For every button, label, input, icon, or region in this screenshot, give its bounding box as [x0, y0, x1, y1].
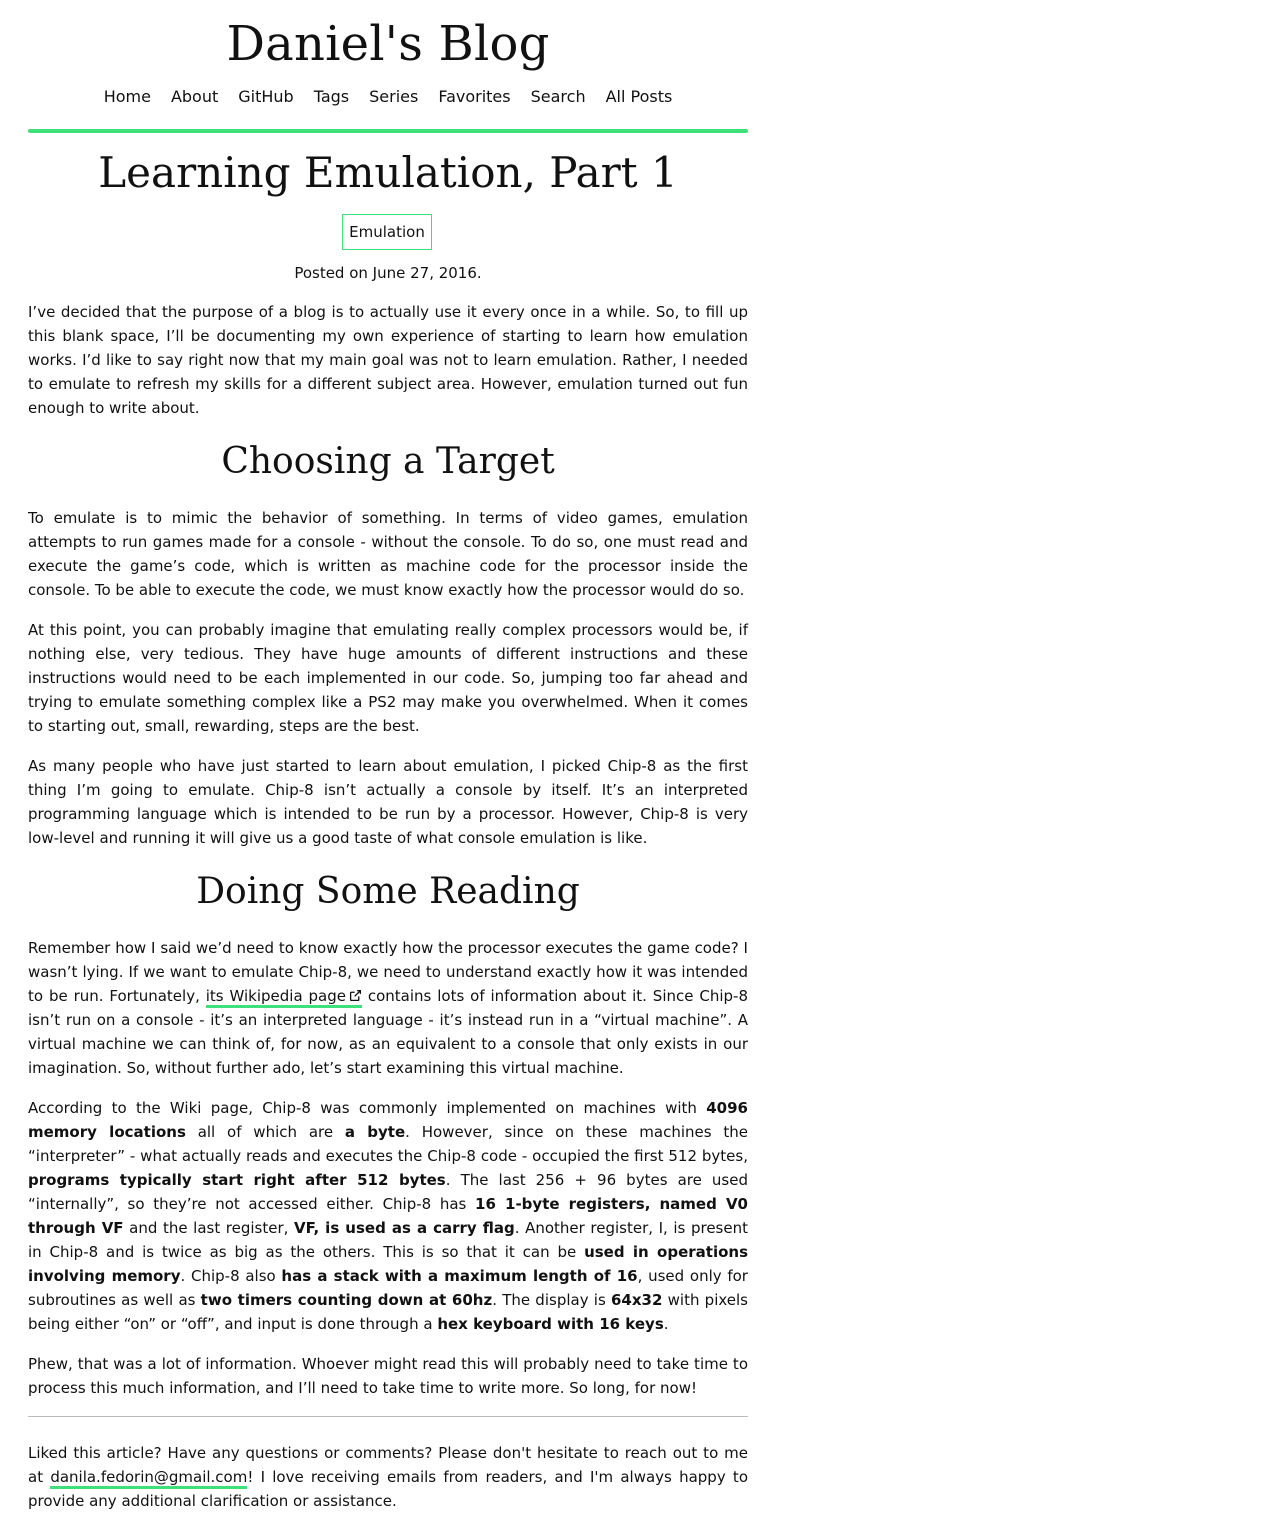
paragraph: To emulate is to mimic the behavior of something. In terms of video games, emulation attempts to run games made for a console - without the console. To do so, one must read and execute the game’s code, which is written as machine code for the processor inside the console. To be able to execute the code, we must know exactly how the processor would do so.	[28, 509, 748, 599]
text-segment: . Chip-8 also	[180, 1267, 282, 1285]
heading-choosing-a-target: Choosing a Target	[221, 441, 555, 482]
text-segment: contains lots of information about it. Since Chip-8 isn’t run on a console - it’s an interpreted language - it’s instead run in a “virtual machine”. A virtual machine we can think of, for now, as an equivalent to a console that only exists in our imagination. So, without further ado, let’s start examining this virtual machine.	[28, 987, 748, 1077]
bold-text: 64x32	[610, 1291, 663, 1309]
site-title[interactable]: Daniel's Blog	[226, 16, 550, 72]
text-segment: According to the Wiki page, Chip-8 was commonly implemented on machines with	[28, 1099, 707, 1117]
nav-about[interactable]: About	[170, 87, 219, 106]
nav-github[interactable]: GitHub	[238, 87, 294, 106]
bold-text: 16 1-byte registers, named V0 through VF	[28, 1195, 748, 1237]
nav-favorites[interactable]: Favorites	[438, 87, 511, 106]
text-segment: .	[663, 1315, 669, 1333]
nav-all-posts[interactable]: All Posts	[605, 87, 673, 106]
paragraph: Phew, that was a lot of information. Whoever might read this will probably need to take time to process this much information, and I’ll need to take time to write more. So long, for now!	[28, 1355, 748, 1397]
external-link-icon	[349, 989, 362, 1002]
paragraph: As many people who have just started to learn about emulation, I picked Chip-8 as the first thing I’m going to emulate. Chip-8 isn’t actually a console by itself. It’s an interpreted programming language which is intended to be run by a processor. However, Chip-8 is very low-level and running it will give us a good taste of what console emulation is like.	[28, 757, 748, 847]
footer-paragraph	[28, 1441, 748, 1513]
bold-text: hex keyboard with 16 keys	[437, 1315, 664, 1333]
main-nav	[28, 86, 748, 108]
bold-text: VF, is used as a carry flag	[294, 1219, 515, 1237]
email-link[interactable]: danila.fedorin@gmail.com	[50, 1468, 247, 1489]
paragraph: At this point, you can probably imagine that emulating really complex processors would be, if nothing else, very tedious. They have huge amounts of different instructions and these instructions would need to be each implemented in our code. So, jumping too far ahead and trying to emulate something complex like a PS2 may make you overwhelmed. When it comes to starting out, small, rewarding, steps are the best.	[28, 621, 748, 735]
bold-text: two timers counting down at 60hz	[200, 1291, 493, 1309]
wikipedia-link[interactable]	[206, 987, 362, 1008]
text-segment: Remember how I said we’d need to know exactly how the processor executes the game code? I wasn’t lying. If we want to emulate Chip-8, we need to understand exactly how it was intended to be run. Fortunately,	[28, 939, 748, 1005]
text-segment: with pixels being either “on” or “off”, and input is done through a	[28, 1291, 748, 1333]
nav-home[interactable]: Home	[103, 87, 151, 106]
post-content	[28, 300, 748, 1529]
tag-emulation[interactable]: Emulation	[342, 214, 432, 250]
bold-text: programs typically start right after 512 bytes	[28, 1171, 446, 1189]
text-segment: all of which are	[185, 1123, 345, 1141]
bold-text: a byte	[344, 1123, 406, 1141]
text-segment: . The last 256 + 96 bytes are used “internally”, so they’re not accessed either. Chip-8 has	[28, 1171, 748, 1213]
text-segment: ! I love receiving emails from readers, and I'm always happy to provide any additional clarification or assistance.	[28, 1468, 748, 1510]
text-segment: , used only for subroutines as well as	[28, 1267, 748, 1309]
text-segment: and the last register,	[123, 1219, 294, 1237]
header-divider	[28, 129, 748, 133]
nav-series[interactable]: Series	[369, 87, 419, 106]
bold-text: has a stack with a maximum length of 16	[281, 1267, 638, 1285]
text-segment: . Another register, I, is present in Chip-8 and is twice as big as the others. This is so that it can be	[28, 1219, 748, 1261]
post-title: Learning Emulation, Part 1	[98, 148, 678, 197]
post-date: Posted on June 27, 2016.	[294, 264, 482, 282]
text-segment: . The display is	[492, 1291, 611, 1309]
paragraph	[28, 936, 748, 1080]
bold-text: used in operations involving memory	[28, 1243, 748, 1285]
intro-paragraph: I’ve decided that the purpose of a blog is to actually use it every once in a while. So, to fill up this blank space, I’ll be documenting my own experience of starting to learn how emulation works. I’d like to say right now that my main goal was not to learn emulation. Rather, I needed to emulate to refresh my skills for a different subject area. However, emulation turned out fun enough to write about.	[28, 303, 748, 417]
memory-paragraph	[28, 1096, 748, 1336]
nav-search[interactable]: Search	[530, 87, 586, 106]
nav-tags[interactable]: Tags	[313, 87, 350, 106]
bold-text: 4096 memory locations	[28, 1099, 748, 1141]
text-segment: Liked this article? Have any questions or comments? Please don't hesitate to reach out to me at	[28, 1444, 748, 1486]
footer-divider	[28, 1416, 748, 1417]
wikipedia-link-label: its Wikipedia page	[205, 987, 346, 1005]
heading-doing-some-reading: Doing Some Reading	[196, 871, 580, 912]
text-segment: . However, since on these machines the “interpreter” - what actually reads and executes the Chip-8 code - occupied the first 512 bytes,	[28, 1123, 748, 1165]
